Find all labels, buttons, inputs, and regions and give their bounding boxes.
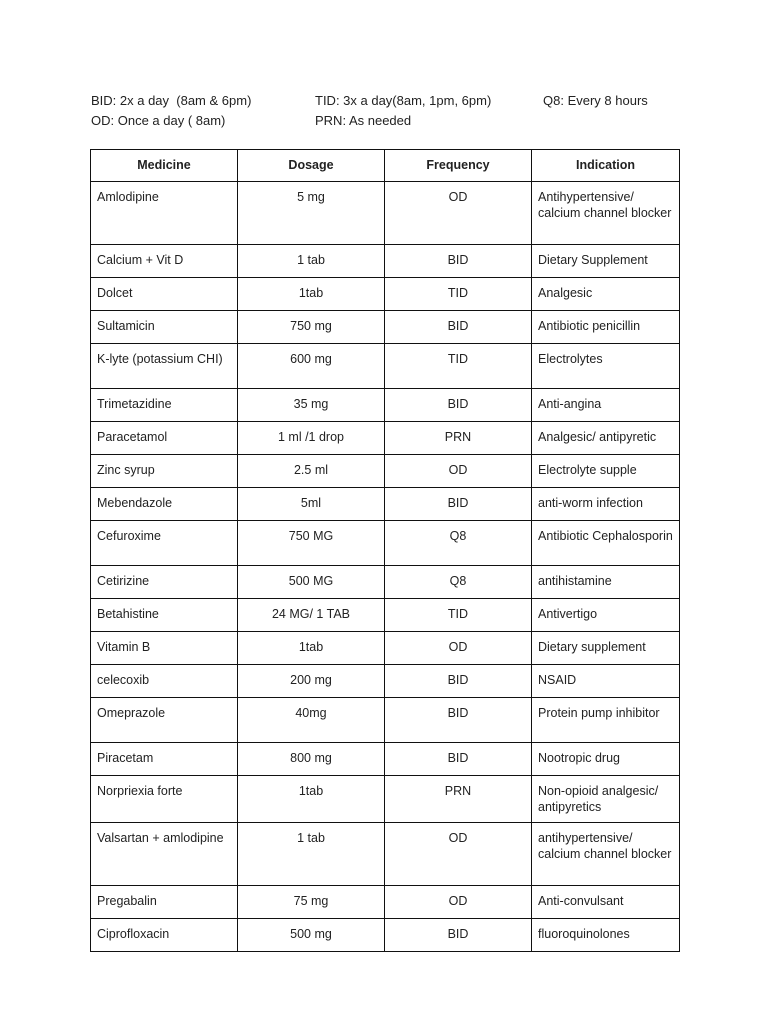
cell-medicine: Paracetamol xyxy=(91,421,238,454)
cell-medicine: Mebendazole xyxy=(91,487,238,520)
header-frequency: Frequency xyxy=(385,150,532,182)
cell-medicine: Amlodipine xyxy=(91,181,238,244)
cell-indication: antihistamine xyxy=(532,565,680,598)
table-row xyxy=(91,697,680,742)
cell-dosage: 800 mg xyxy=(238,742,385,775)
cell-dosage: 35 mg xyxy=(238,388,385,421)
cell-indication: Analgesic/ antipyretic xyxy=(532,421,680,454)
header-dosage: Dosage xyxy=(238,150,385,182)
cell-frequency: BID xyxy=(385,664,532,697)
cell-medicine: Cetirizine xyxy=(91,565,238,598)
medication-table xyxy=(90,149,680,952)
cell-indication: Electrolytes xyxy=(532,343,680,388)
cell-dosage: 200 mg xyxy=(238,664,385,697)
cell-frequency: OD xyxy=(385,631,532,664)
cell-dosage: 1 tab xyxy=(238,244,385,277)
table-row xyxy=(91,421,680,454)
cell-indication: Antivertigo xyxy=(532,598,680,631)
header-indication: Indication xyxy=(532,150,680,182)
cell-indication: Nootropic drug xyxy=(532,742,680,775)
table-row xyxy=(91,487,680,520)
cell-frequency: PRN xyxy=(385,421,532,454)
cell-medicine: Piracetam xyxy=(91,742,238,775)
cell-frequency: OD xyxy=(385,181,532,244)
table-row xyxy=(91,631,680,664)
cell-indication: Dietary supplement xyxy=(532,631,680,664)
cell-medicine: Vitamin B xyxy=(91,631,238,664)
cell-frequency: TID xyxy=(385,343,532,388)
cell-frequency: BID xyxy=(385,388,532,421)
header-medicine: Medicine xyxy=(91,150,238,182)
table-row xyxy=(91,520,680,565)
cell-indication: Anti-angina xyxy=(532,388,680,421)
cell-dosage: 1tab xyxy=(238,277,385,310)
cell-medicine: Betahistine xyxy=(91,598,238,631)
cell-indication: Anti-convulsant xyxy=(532,885,680,918)
cell-medicine: celecoxib xyxy=(91,664,238,697)
legend-tid: TID: 3x a day(8am, 1pm, 6pm) xyxy=(315,93,492,108)
cell-frequency: PRN xyxy=(385,775,532,822)
table-row xyxy=(91,388,680,421)
cell-medicine: Pregabalin xyxy=(91,885,238,918)
cell-frequency: Q8 xyxy=(385,565,532,598)
table-row xyxy=(91,181,680,244)
table-row xyxy=(91,244,680,277)
table-row xyxy=(91,918,680,951)
cell-indication: fluoroquinolones xyxy=(532,918,680,951)
cell-dosage: 1 tab xyxy=(238,822,385,885)
table-row xyxy=(91,565,680,598)
table-header-row xyxy=(91,150,680,182)
cell-medicine: Ciprofloxacin xyxy=(91,918,238,951)
cell-indication: Electrolyte supple xyxy=(532,454,680,487)
cell-indication: Non-opioid analgesic/ antipyretics xyxy=(532,775,680,822)
cell-frequency: Q8 xyxy=(385,520,532,565)
cell-frequency: TID xyxy=(385,277,532,310)
cell-medicine: Zinc syrup xyxy=(91,454,238,487)
cell-frequency: BID xyxy=(385,244,532,277)
cell-indication: Antibiotic penicillin xyxy=(532,310,680,343)
cell-dosage: 5ml xyxy=(238,487,385,520)
cell-dosage: 750 mg xyxy=(238,310,385,343)
cell-medicine: Sultamicin xyxy=(91,310,238,343)
cell-dosage: 1tab xyxy=(238,775,385,822)
cell-indication: Protein pump inhibitor xyxy=(532,697,680,742)
cell-medicine: K-lyte (potassium CHI) xyxy=(91,343,238,388)
cell-dosage: 40mg xyxy=(238,697,385,742)
legend-q8: Q8: Every 8 hours xyxy=(543,93,648,108)
cell-frequency: BID xyxy=(385,697,532,742)
table-row xyxy=(91,775,680,822)
cell-medicine: Dolcet xyxy=(91,277,238,310)
table-body xyxy=(91,181,680,951)
cell-dosage: 500 MG xyxy=(238,565,385,598)
cell-frequency: OD xyxy=(385,454,532,487)
legend-bid: BID: 2x a day (8am & 6pm) xyxy=(91,93,252,108)
cell-frequency: BID xyxy=(385,487,532,520)
cell-medicine: Calcium + Vit D xyxy=(91,244,238,277)
cell-dosage: 600 mg xyxy=(238,343,385,388)
table-row xyxy=(91,454,680,487)
cell-dosage: 75 mg xyxy=(238,885,385,918)
cell-indication: Analgesic xyxy=(532,277,680,310)
cell-medicine: Valsartan + amlodipine xyxy=(91,822,238,885)
cell-frequency: BID xyxy=(385,742,532,775)
cell-medicine: Cefuroxime xyxy=(91,520,238,565)
cell-dosage: 1tab xyxy=(238,631,385,664)
cell-frequency: BID xyxy=(385,310,532,343)
cell-dosage: 2.5 ml xyxy=(238,454,385,487)
cell-indication: Antibiotic Cephalosporin xyxy=(532,520,680,565)
cell-indication: Antihypertensive/ calcium channel blocker xyxy=(532,181,680,244)
table-row xyxy=(91,598,680,631)
cell-medicine: Norpriexia forte xyxy=(91,775,238,822)
cell-indication: Dietary Supplement xyxy=(532,244,680,277)
cell-frequency: OD xyxy=(385,885,532,918)
legend-prn: PRN: As needed xyxy=(315,113,412,128)
cell-frequency: OD xyxy=(385,822,532,885)
cell-dosage: 500 mg xyxy=(238,918,385,951)
table-row xyxy=(91,310,680,343)
cell-indication: antihypertensive/ calcium channel blocker xyxy=(532,822,680,885)
cell-dosage: 1 ml /1 drop xyxy=(238,421,385,454)
table-row xyxy=(91,822,680,885)
cell-frequency: TID xyxy=(385,598,532,631)
cell-medicine: Trimetazidine xyxy=(91,388,238,421)
cell-frequency: BID xyxy=(385,918,532,951)
cell-indication: NSAID xyxy=(532,664,680,697)
table-row xyxy=(91,664,680,697)
table-row xyxy=(91,277,680,310)
cell-dosage: 5 mg xyxy=(238,181,385,244)
cell-medicine: Omeprazole xyxy=(91,697,238,742)
cell-dosage: 24 MG/ 1 TAB xyxy=(238,598,385,631)
legend-od: OD: Once a day ( 8am) xyxy=(91,113,226,128)
cell-indication: anti-worm infection xyxy=(532,487,680,520)
cell-dosage: 750 MG xyxy=(238,520,385,565)
table-row xyxy=(91,742,680,775)
table-row xyxy=(91,343,680,388)
table-row xyxy=(91,885,680,918)
